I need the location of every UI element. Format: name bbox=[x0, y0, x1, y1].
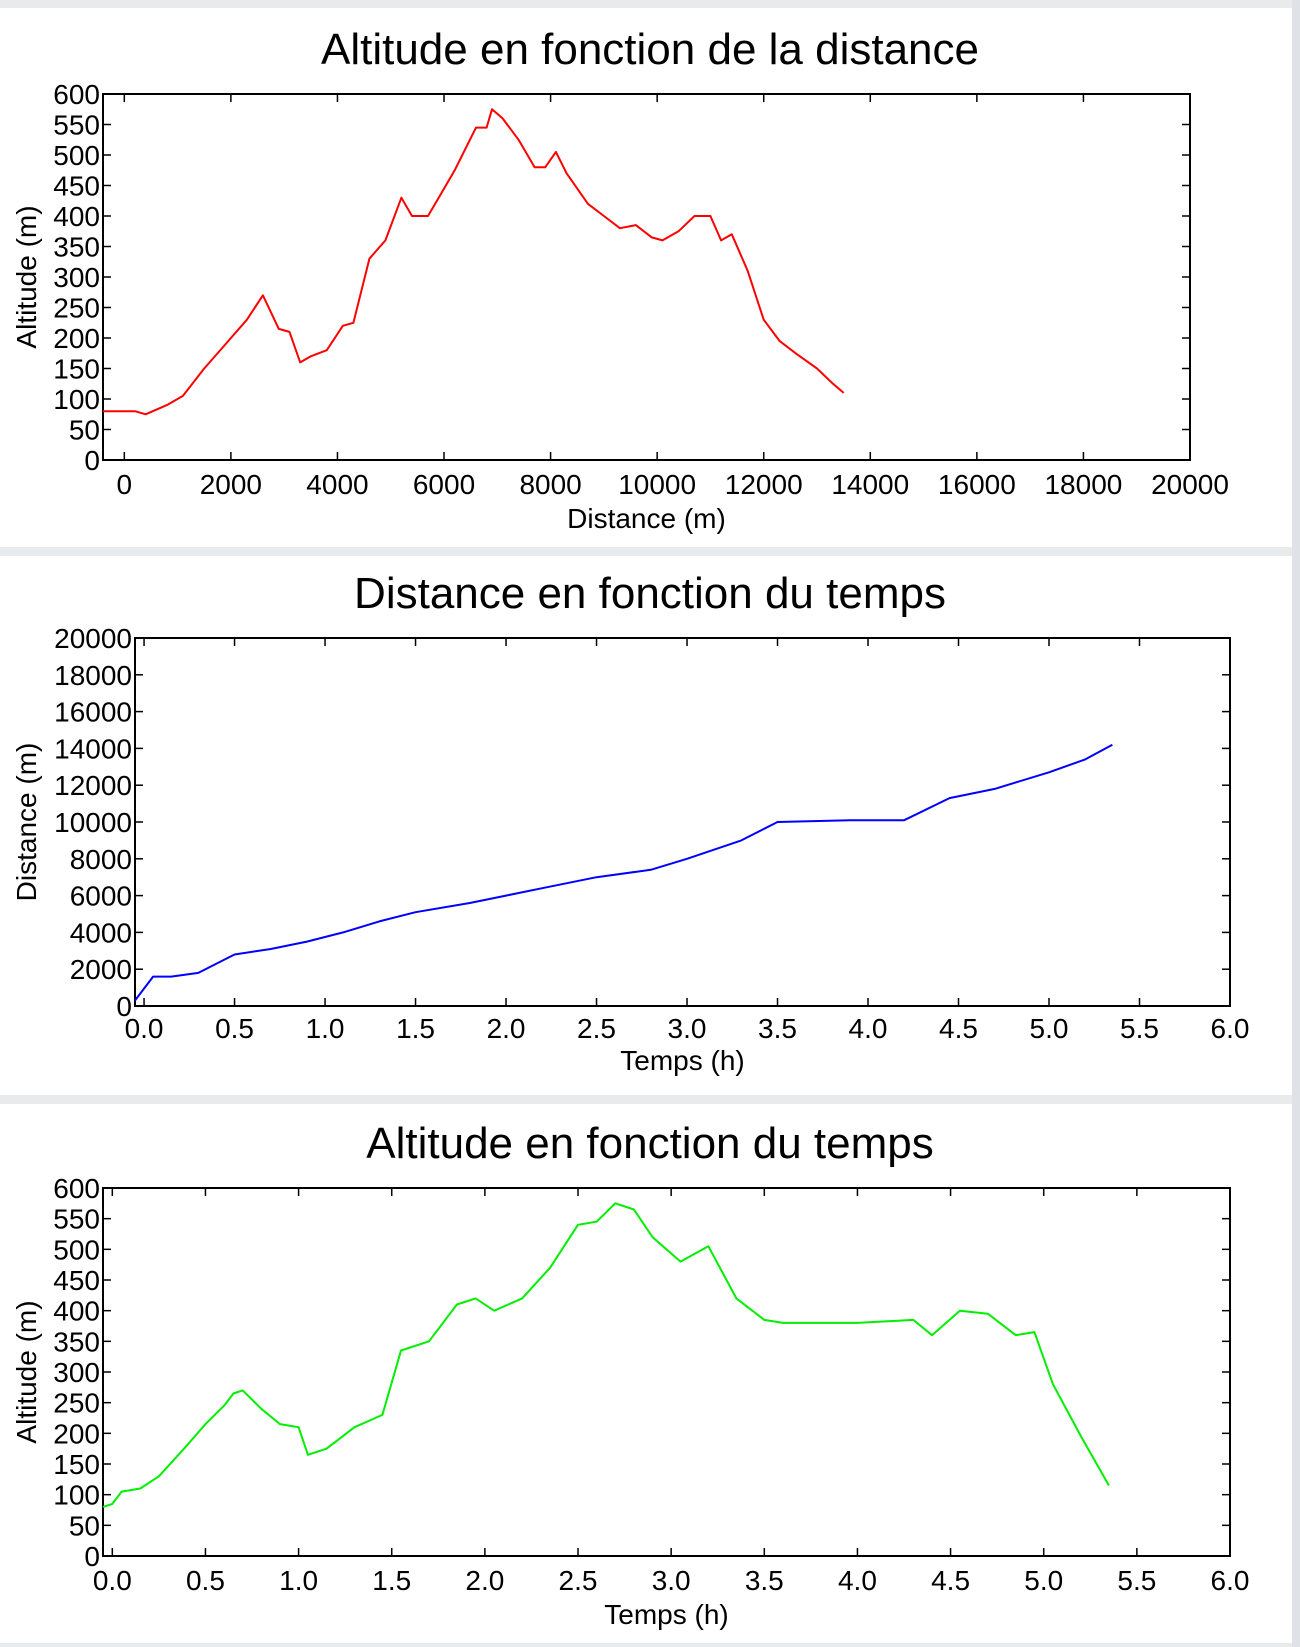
altitude-time-x-tick-label: 2.5 bbox=[558, 1565, 598, 1596]
altitude-distance-y-tick-label: 600 bbox=[53, 79, 100, 110]
distance-time-x-tick-label: 5.5 bbox=[1120, 1013, 1159, 1044]
altitude-time-x-tick-label: 3.0 bbox=[651, 1565, 691, 1596]
altitude-distance-x-tick-label: 20000 bbox=[1151, 469, 1229, 500]
altitude-distance-y-tick-label: 500 bbox=[53, 140, 100, 171]
distance-time-x-tick-label: 1.0 bbox=[305, 1013, 345, 1044]
distance-time-x-tick-label: 1.5 bbox=[396, 1013, 436, 1044]
altitude-time-x-tick-label: 0.0 bbox=[92, 1565, 132, 1596]
altitude-distance-y-tick-label: 350 bbox=[53, 231, 100, 263]
altitude-distance-y-tick-label: 0 bbox=[84, 445, 100, 476]
altitude-time-series-line bbox=[103, 1203, 1109, 1507]
altitude-time-x-tick-label: 5.5 bbox=[1117, 1565, 1157, 1596]
distance-time-y-tick-label: 12000 bbox=[54, 770, 132, 802]
altitude-time-y-tick-label: 100 bbox=[53, 1479, 100, 1511]
distance-time-x-tick-label: 0.0 bbox=[124, 1013, 164, 1044]
altitude-distance-y-tick-label: 250 bbox=[53, 292, 100, 324]
distance-time-x-tick-label: 2.0 bbox=[486, 1013, 526, 1044]
altitude-time-y-tick-label: 550 bbox=[53, 1203, 100, 1235]
altitude-distance-y-tick-label: 550 bbox=[53, 109, 100, 141]
altitude-distance-series-line bbox=[103, 109, 844, 414]
altitude-distance-chart bbox=[0, 8, 1292, 547]
distance-time-y-axis-label: Distance (m) bbox=[11, 742, 42, 902]
altitude-time-plot-frame bbox=[103, 1188, 1230, 1556]
altitude-distance-y-tick-label: 150 bbox=[53, 353, 100, 385]
distance-time-plot-frame bbox=[135, 638, 1230, 1006]
altitude-distance-y-tick-label: 300 bbox=[53, 262, 100, 293]
altitude-distance-x-tick-label: 16000 bbox=[937, 469, 1016, 500]
distance-time-title: Distance en fonction du temps bbox=[354, 569, 946, 618]
altitude-time-x-tick-label: 2.0 bbox=[465, 1565, 505, 1596]
altitude-time-y-tick-label: 50 bbox=[68, 1510, 100, 1542]
altitude-time-x-tick-label: 5.0 bbox=[1024, 1565, 1064, 1596]
altitude-distance-title: Altitude en fonction de la distance bbox=[320, 25, 980, 74]
distance-time-x-tick-label: 5.0 bbox=[1029, 1013, 1069, 1044]
altitude-time-x-tick-label: 4.5 bbox=[931, 1565, 971, 1596]
window-edge bbox=[1292, 0, 1300, 1647]
altitude-time-x-tick-label: 0.5 bbox=[185, 1565, 225, 1596]
altitude-time-y-tick-label: 0 bbox=[84, 1541, 100, 1572]
distance-time-x-tick-label: 3.5 bbox=[758, 1013, 797, 1044]
altitude-time-y-tick-label: 250 bbox=[53, 1387, 100, 1419]
altitude-time-x-tick-label: 3.5 bbox=[744, 1565, 784, 1596]
distance-time-x-tick-label: 3.0 bbox=[667, 1013, 707, 1044]
altitude-distance-x-tick-label: 6000 bbox=[412, 469, 476, 500]
altitude-time-panel bbox=[0, 1104, 1292, 1643]
altitude-time-y-axis-label: Altitude (m) bbox=[11, 1300, 42, 1444]
altitude-time-x-axis-label: Temps (h) bbox=[604, 1599, 729, 1630]
distance-time-y-tick-label: 18000 bbox=[54, 659, 132, 691]
distance-time-y-tick-label: 4000 bbox=[69, 917, 132, 949]
altitude-time-x-tick-label: 4.0 bbox=[837, 1565, 877, 1596]
distance-time-y-tick-label: 0 bbox=[116, 991, 132, 1022]
distance-time-y-tick-label: 16000 bbox=[54, 696, 132, 728]
altitude-distance-x-tick-label: 2000 bbox=[199, 469, 263, 500]
altitude-distance-x-tick-label: 12000 bbox=[724, 469, 803, 500]
altitude-time-x-tick-label: 6.0 bbox=[1210, 1565, 1250, 1596]
distance-time-y-tick-label: 20000 bbox=[54, 623, 132, 654]
distance-time-x-tick-label: 2.5 bbox=[577, 1013, 616, 1044]
distance-time-y-tick-label: 2000 bbox=[69, 954, 132, 986]
altitude-distance-y-tick-label: 50 bbox=[68, 414, 100, 446]
distance-time-x-tick-label: 0.5 bbox=[215, 1013, 255, 1044]
distance-time-y-tick-label: 10000 bbox=[54, 807, 132, 838]
altitude-distance-x-tick-label: 10000 bbox=[618, 469, 697, 500]
altitude-distance-y-tick-label: 400 bbox=[53, 201, 100, 232]
altitude-distance-y-tick-label: 100 bbox=[53, 384, 100, 415]
altitude-distance-x-tick-label: 4000 bbox=[306, 469, 369, 500]
altitude-distance-y-tick-label: 200 bbox=[53, 323, 100, 354]
altitude-distance-x-axis-label: Distance (m) bbox=[567, 503, 726, 534]
altitude-distance-panel bbox=[0, 8, 1292, 547]
altitude-time-y-tick-label: 350 bbox=[53, 1326, 100, 1358]
altitude-time-y-tick-label: 400 bbox=[53, 1295, 100, 1327]
altitude-time-title: Altitude en fonction du temps bbox=[366, 1119, 934, 1168]
altitude-time-y-tick-label: 450 bbox=[53, 1265, 100, 1296]
altitude-distance-x-tick-label: 18000 bbox=[1044, 469, 1123, 500]
altitude-time-y-tick-label: 200 bbox=[53, 1418, 100, 1450]
distance-time-panel bbox=[0, 556, 1292, 1095]
altitude-time-x-tick-label: 1.5 bbox=[372, 1565, 412, 1596]
distance-time-y-tick-label: 6000 bbox=[69, 880, 132, 912]
altitude-distance-plot-frame bbox=[103, 94, 1190, 460]
altitude-distance-x-tick-label: 0 bbox=[116, 469, 133, 500]
altitude-time-y-tick-label: 150 bbox=[53, 1449, 100, 1480]
altitude-distance-x-tick-label: 8000 bbox=[519, 469, 582, 500]
altitude-time-y-tick-label: 300 bbox=[53, 1357, 100, 1388]
altitude-distance-y-axis-label: Altitude (m) bbox=[11, 205, 42, 349]
distance-time-x-tick-label: 4.0 bbox=[848, 1013, 888, 1044]
distance-time-x-tick-label: 4.5 bbox=[939, 1013, 978, 1044]
altitude-distance-y-tick-label: 450 bbox=[53, 170, 100, 202]
altitude-time-y-tick-label: 600 bbox=[53, 1173, 100, 1204]
distance-time-x-tick-label: 6.0 bbox=[1210, 1013, 1250, 1044]
altitude-distance-x-tick-label: 14000 bbox=[831, 469, 910, 500]
distance-time-series-line bbox=[135, 745, 1112, 1001]
distance-time-chart bbox=[0, 556, 1292, 1095]
distance-time-y-tick-label: 8000 bbox=[69, 843, 132, 875]
altitude-time-y-tick-label: 500 bbox=[53, 1234, 100, 1266]
distance-time-x-axis-label: Temps (h) bbox=[620, 1045, 745, 1076]
altitude-time-chart bbox=[0, 1104, 1292, 1643]
distance-time-y-tick-label: 14000 bbox=[54, 733, 132, 765]
altitude-time-x-tick-label: 1.0 bbox=[279, 1565, 319, 1596]
